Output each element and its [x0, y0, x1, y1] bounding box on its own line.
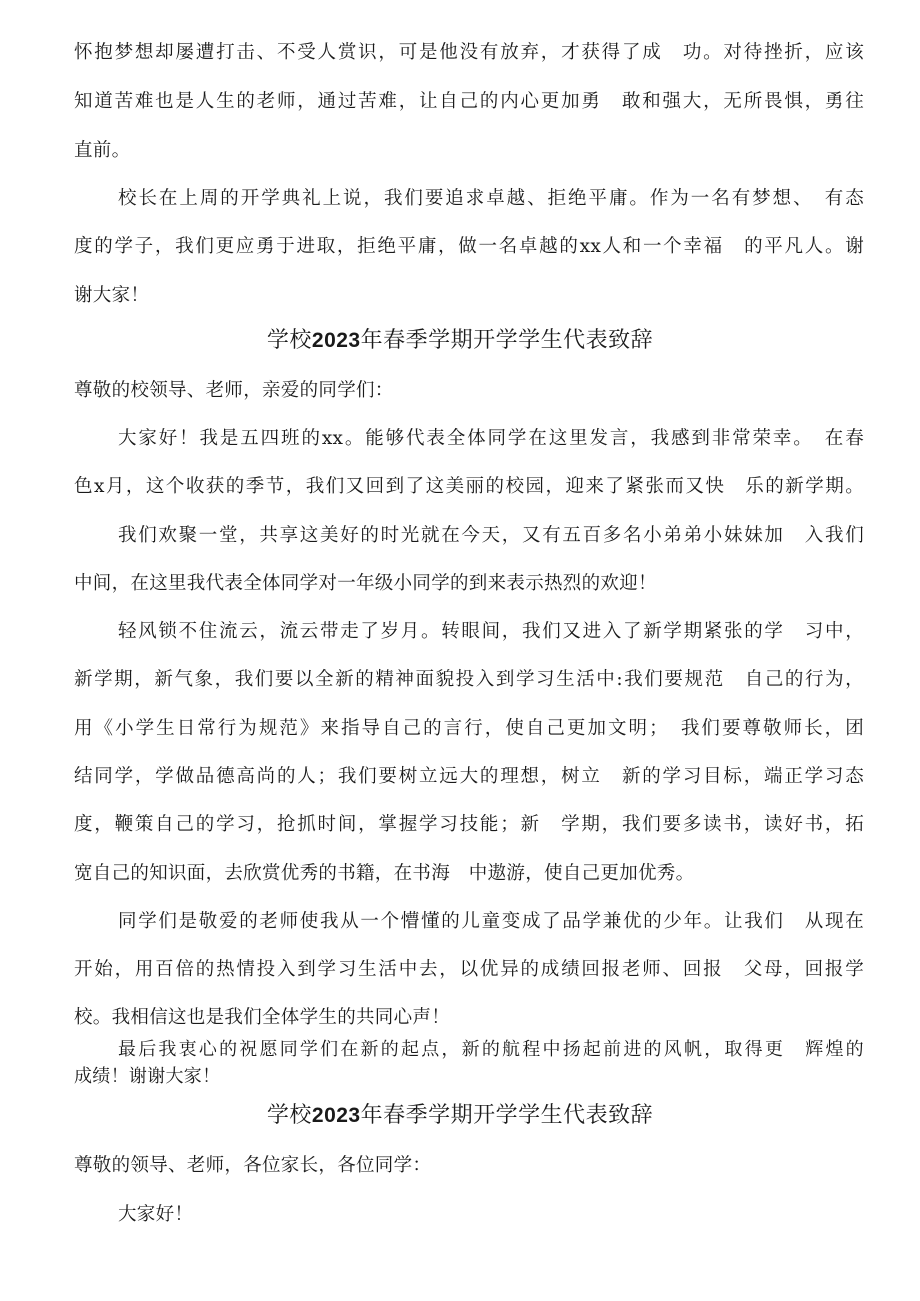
speech1-title-pre: 学校: [266, 328, 312, 353]
speech1-p5-line-2: 成绩！谢谢大家！: [74, 1066, 221, 1087]
speech1-p4-line-2: 开始，用百倍的热情投入到学习生活中去，以优异的成绩回报老师、回报 父母，回报学: [74, 959, 864, 980]
speech2-title-pre: 学校: [266, 1103, 312, 1128]
speech1-p3-line-1: 轻风锁不住流云，流云带走了岁月。转眼间，我们又进入了新学期紧张的学 习中，: [118, 621, 864, 642]
intro-line-3: 直前。: [74, 140, 131, 161]
speech2-greeting: 尊敬的领导、老师，各位家长，各位同学：: [74, 1155, 432, 1176]
speech1-p3-line-4: 结同学，学做品德高尚的人；我们要树立远大的理想，树立 新的学习目标，端正学习态: [74, 766, 864, 787]
speech1-greeting: 尊敬的校领导、老师，亲爱的同学们：: [74, 380, 394, 401]
principal-line-2: 度的学子，我们更应勇于进取，拒绝平庸，做一名卓越的xx人和一个幸福 的平凡人。谢: [74, 236, 864, 257]
speech1-p3-line-3: 用《小学生日常行为规范》来指导自己的言行，使自己更加文明； 我们要尊敬师长，团: [74, 718, 864, 739]
principal-line-1: 校长在上周的开学典礼上说，我们要追求卓越、拒绝平庸。作为一名有梦想、 有态: [118, 188, 864, 209]
speech1-title: [0, 326, 920, 356]
speech1-p2-line-2: 中间，在这里我代表全体同学对一年级小同学的到来表示热烈的欢迎！: [74, 573, 657, 594]
speech1-p3-line-5: 度，鞭策自己的学习，抢抓时间，掌握学习技能；新 学期，我们要多读书，读好书，拓: [74, 814, 864, 835]
principal-line-3: 谢大家！: [74, 285, 150, 306]
speech1-p3-line-2: 新学期，新气象，我们要以全新的精神面貌投入到学习生活中:我们要规范 自己的行为，: [74, 669, 864, 690]
intro-line-2: 知道苦难也是人生的老师，通过苦难，让自己的内心更加勇 敢和强大，无所畏惧，勇往: [74, 91, 864, 112]
speech1-p1-line-1: 大家好！我是五四班的xx。能够代表全体同学在这里发言，我感到非常荣幸。 在春: [118, 428, 864, 449]
speech2-title: [0, 1101, 920, 1131]
speech1-p4-line-1: 同学们是敬爱的老师使我从一个懵懂的儿童变成了品学兼优的少年。让我们 从现在: [118, 911, 864, 932]
speech1-p1-line-2: 色x月，这个收获的季节，我们又回到了这美丽的校园，迎来了紧张而又快 乐的新学期。: [74, 476, 864, 497]
speech1-title-post: 年春季学期开学学生代表致辞: [360, 328, 654, 353]
speech2-title-post: 年春季学期开学学生代表致辞: [360, 1103, 654, 1128]
speech2-title-year: 2023: [311, 1104, 361, 1127]
speech1-p2-line-1: 我们欢聚一堂，共享这美好的时光就在今天，又有五百多名小弟弟小妹妹加 入我们: [118, 525, 864, 546]
speech1-title-year: 2023: [311, 329, 361, 352]
speech1-p3-line-6: 宽自己的知识面，去欣赏优秀的书籍，在书海 中遨游，使自己更加优秀。: [74, 863, 695, 884]
intro-line-1: 怀抱梦想却屡遭打击、不受人赏识，可是他没有放弃，才获得了成 功。对待挫折，应该: [74, 42, 864, 63]
speech2-p1-line-1: 大家好！: [118, 1204, 194, 1225]
speech1-p5-line-1: 最后我衷心的祝愿同学们在新的起点，新的航程中扬起前进的风帆，取得更 辉煌的: [118, 1039, 864, 1060]
speech1-p4-line-3: 校。我相信这也是我们全体学生的共同心声！: [74, 1007, 451, 1028]
